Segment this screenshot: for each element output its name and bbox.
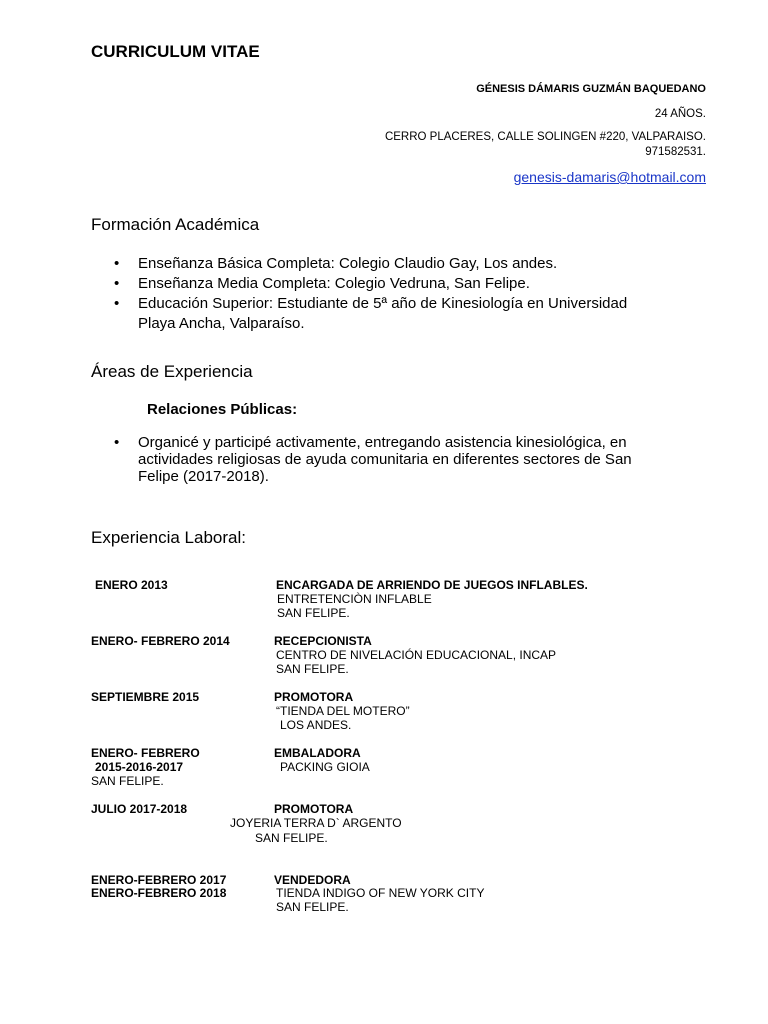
job-place: SAN FELIPE. [255, 831, 328, 845]
job-company: ENTRETENCIÒN INFLABLE [277, 592, 432, 606]
job-date: JULIO 2017-2018 [91, 802, 188, 816]
list-item: • Enseñanza Media Completa: Colegio Vedruna, San Felipe. [114, 275, 530, 292]
job-place: SAN FELIPE. [91, 774, 164, 788]
experience-areas-heading: Áreas de Experiencia [91, 362, 253, 381]
job-company: TIENDA INDIGO OF NEW YORK CITY [276, 886, 485, 900]
bullet-icon: • [114, 255, 120, 272]
list-item: • Organicé y participé activamente, entregando asistencia kinesiológica, en actividades religiosas de ayuda comunitaria en diferentes sectores de San Felipe (2017-2018). [114, 434, 632, 485]
job-date: ENERO-FEBRERO 2017 [91, 873, 227, 887]
job-role: EMBALADORA [274, 746, 361, 760]
bullet-icon: • [114, 295, 120, 312]
job-role: ENCARGADA DE ARRIENDO DE JUEGOS INFLABLES. [276, 578, 588, 592]
page-title: CURRICULUM VITAE [91, 42, 260, 61]
candidate-phone: 971582531. [645, 146, 706, 158]
bullet-icon: • [114, 434, 120, 451]
list-item: • Educación Superior: Estudiante de 5ª año de Kinesiología en Universidad Playa Ancha, Valparaíso. [114, 295, 628, 332]
work-heading: Experiencia Laboral: [91, 528, 246, 547]
job-place: SAN FELIPE. [276, 662, 349, 676]
job-date: SEPTIEMBRE 2015 [91, 690, 200, 704]
education-heading: Formación Académica [91, 215, 260, 234]
list-item: • Enseñanza Básica Completa: Colegio Claudio Gay, Los andes. [114, 255, 558, 272]
candidate-age: 24 AÑOS. [654, 108, 706, 120]
job-company: “TIENDA DEL MOTERO” [276, 704, 410, 718]
job-date: ENERO- FEBRERO [91, 746, 200, 760]
email-link[interactable]: genesis-damaris@hotmail.com [513, 169, 706, 185]
job-place: SAN FELIPE. [277, 606, 350, 620]
candidate-name: GÉNESIS DÁMARIS GUZMÁN BAQUEDANO [476, 83, 706, 95]
bullet-icon: • [114, 275, 120, 292]
experience-areas-list [114, 434, 674, 485]
job-company: PACKING GIOIA [280, 760, 370, 774]
job-role: VENDEDORA [274, 873, 351, 887]
job-place: LOS ANDES. [280, 718, 352, 732]
job-company: CENTRO DE NIVELACIÓN EDUCACIONAL, INCAP [276, 648, 557, 662]
job-date: ENERO 2013 [95, 578, 168, 592]
job-role: RECEPCIONISTA [274, 634, 372, 648]
job-date-years: 2015-2016-2017 [95, 760, 184, 774]
job-date: ENERO- FEBRERO 2014 [91, 634, 230, 648]
job-place: SAN FELIPE. [276, 900, 349, 914]
public-relations-subheading: Relaciones Públicas: [147, 401, 298, 418]
job-role: PROMOTORA [274, 802, 354, 816]
candidate-address: CERRO PLACERES, CALLE SOLINGEN #220, VALPARAISO. [384, 131, 706, 143]
education-list [114, 254, 674, 334]
job-company: JOYERIA TERRA D` ARGENTO [230, 816, 402, 830]
job-date-second: ENERO-FEBRERO 2018 [91, 886, 227, 900]
job-role: PROMOTORA [274, 690, 354, 704]
